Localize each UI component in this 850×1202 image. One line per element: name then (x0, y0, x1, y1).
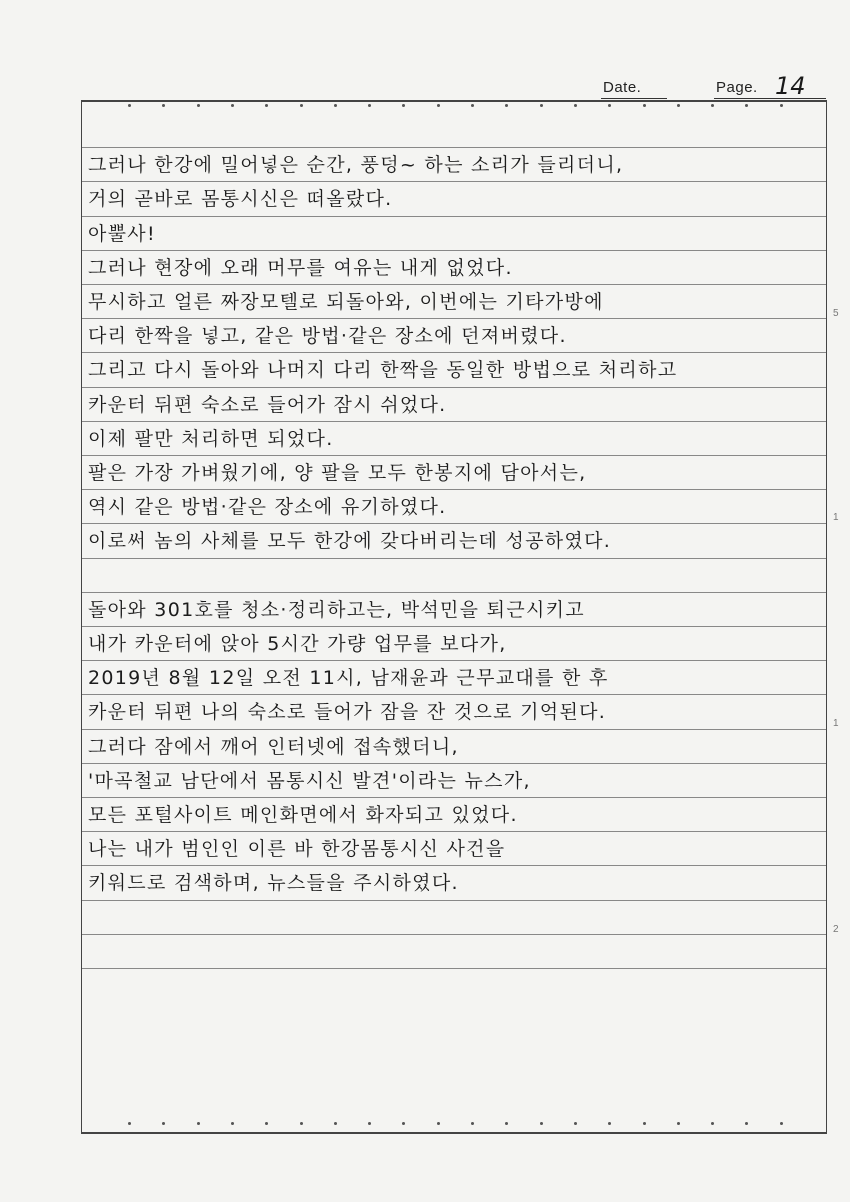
guide-dot (437, 1122, 440, 1125)
handwritten-line: 다리 한짝을 넣고, 같은 방법·같은 장소에 던져버렸다. (88, 325, 567, 347)
date-underline (601, 98, 667, 99)
guide-dot (574, 1122, 577, 1125)
guide-dot (197, 1122, 200, 1125)
guide-dot (471, 1122, 474, 1125)
handwritten-line: 팔은 가장 가벼웠기에, 양 팔을 모두 한봉지에 담아서는, (88, 462, 587, 484)
ruled-line (82, 900, 826, 901)
guide-dot (505, 1122, 508, 1125)
margin-mark: 1 (833, 512, 839, 523)
handwritten-line: 나는 내가 범인인 이른 바 한강몸통시신 사건을 (88, 838, 506, 860)
guide-dot (608, 1122, 611, 1125)
guide-dot (608, 104, 611, 107)
page-label: Page. (716, 79, 758, 96)
handwritten-line: 카운터 뒤편 나의 숙소로 들어가 잠을 잔 것으로 기억된다. (88, 701, 607, 723)
guide-dot (711, 104, 714, 107)
ruled-sheet (81, 100, 827, 1134)
handwritten-line: 그러나 한강에 밀어넣은 순간, 풍덩~ 하는 소리가 들리더니, (88, 154, 624, 176)
handwritten-line: 그리고 다시 돌아와 나머지 다리 한짝을 동일한 방법으로 처리하고 (88, 359, 678, 381)
guide-dot (162, 104, 165, 107)
guide-dot (745, 104, 748, 107)
ruled-line (82, 216, 826, 217)
handwritten-line: 거의 곧바로 몸통시신은 떠올랐다. (88, 188, 393, 210)
handwritten-line: 카운터 뒤편 숙소로 들어가 잠시 쉬었다. (88, 394, 447, 416)
guide-dot (265, 104, 268, 107)
guide-dot (711, 1122, 714, 1125)
handwritten-line: 그러나 현장에 오래 머무를 여유는 내게 없었다. (88, 257, 513, 279)
guide-dot (540, 104, 543, 107)
guide-dot (368, 1122, 371, 1125)
guide-dot (780, 104, 783, 107)
guide-dot (162, 1122, 165, 1125)
guide-dot (334, 104, 337, 107)
guide-dot (334, 1122, 337, 1125)
margin-mark: 5 (833, 308, 839, 319)
handwritten-line: 내가 카운터에 앉아 5시간 가량 업무를 보다가, (88, 633, 507, 655)
guide-dot (540, 1122, 543, 1125)
handwritten-line: '마곡철교 남단에서 몸통시신 발견'이라는 뉴스가, (88, 770, 531, 792)
handwritten-line: 키워드로 검색하며, 뉴스들을 주시하였다. (88, 872, 459, 894)
guide-dot (265, 1122, 268, 1125)
handwritten-line: 돌아와 301호를 청소·정리하고는, 박석민을 퇴근시키고 (88, 599, 585, 621)
guide-dot (574, 104, 577, 107)
guide-dot (505, 104, 508, 107)
handwritten-line: 이로써 놈의 사체를 모두 한강에 갖다버리는데 성공하였다. (88, 530, 612, 552)
margin-mark: 2 (833, 924, 839, 935)
margin-mark: 1 (833, 718, 839, 729)
guide-dot (437, 104, 440, 107)
guide-dot (300, 104, 303, 107)
guide-dot (677, 104, 680, 107)
handwritten-line: 2019년 8월 12일 오전 11시, 남재윤과 근무교대를 한 후 (88, 667, 609, 689)
handwritten-line: 모든 포털사이트 메인화면에서 화자되고 있었다. (88, 804, 518, 826)
page-number: 14 (775, 72, 806, 100)
guide-dot (402, 104, 405, 107)
ruled-line (82, 934, 826, 935)
handwritten-line: 무시하고 얼른 짜장모텔로 되돌아와, 이번에는 기타가방에 (88, 291, 604, 313)
guide-dot (643, 1122, 646, 1125)
guide-dot (231, 104, 234, 107)
guide-dot (745, 1122, 748, 1125)
guide-dot (197, 104, 200, 107)
handwritten-line: 역시 같은 방법·같은 장소에 유기하였다. (88, 496, 447, 518)
guide-dot (231, 1122, 234, 1125)
dot-row (82, 104, 826, 110)
guide-dot (300, 1122, 303, 1125)
date-label: Date. (603, 79, 642, 96)
guide-dot (471, 104, 474, 107)
guide-dot (780, 1122, 783, 1125)
guide-dot (128, 1122, 131, 1125)
ruled-line (82, 558, 826, 559)
handwritten-line: 그러다 잠에서 깨어 인터넷에 접속했더니, (88, 736, 459, 758)
page-underline (714, 98, 826, 99)
handwritten-line: 아뿔사! (88, 223, 156, 245)
handwritten-line: 이제 팔만 처리하면 되었다. (88, 428, 334, 450)
guide-dot (368, 104, 371, 107)
guide-dot (677, 1122, 680, 1125)
guide-dot (128, 104, 131, 107)
guide-dot (402, 1122, 405, 1125)
dot-row (82, 1122, 826, 1128)
guide-dot (643, 104, 646, 107)
ruled-line (82, 968, 826, 969)
